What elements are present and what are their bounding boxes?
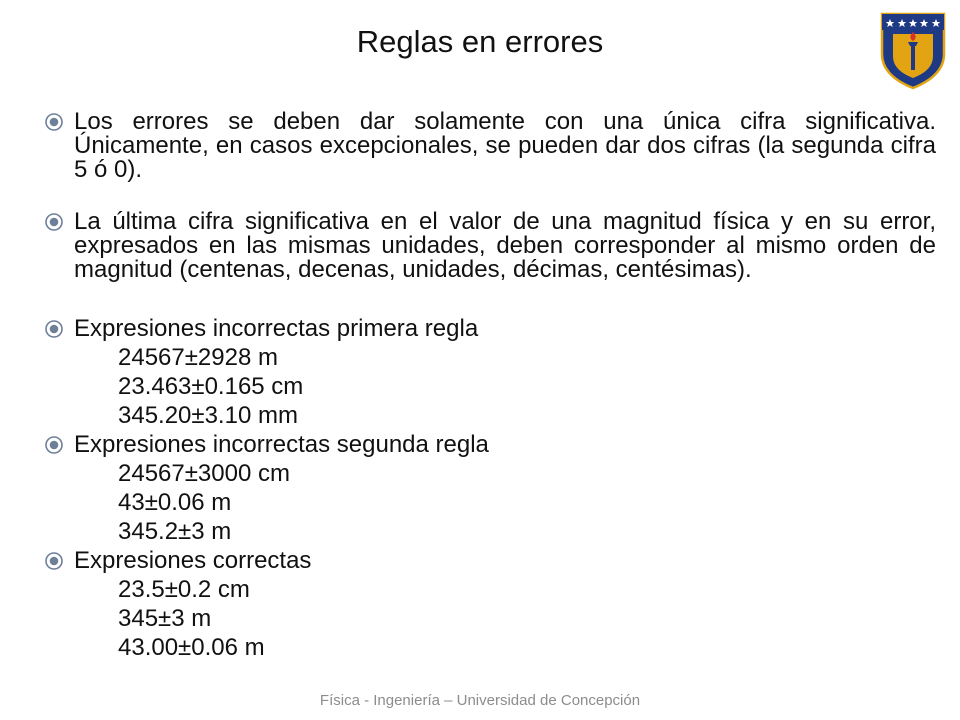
bullet-text: Expresiones incorrectas primera regla: [74, 315, 479, 342]
expression-line: 43±0.06 m: [118, 489, 232, 516]
bullet-text: Los errores se deben dar solamente con una única cifra significativa. Únicamente, en casos excepcionales, se pueden dar dos cifras (la segunda cifra 5 ó 0).: [74, 108, 936, 183]
bullet-item-2: [44, 210, 936, 282]
expression-line: 23.463±0.165 cm: [118, 373, 304, 400]
circle-dot-icon: [44, 435, 64, 455]
expression-line: 24567±3000 cm: [118, 460, 290, 487]
expression-line: 24567±2928 m: [118, 344, 278, 371]
bullet-text: Expresiones incorrectas segunda regla: [74, 431, 489, 458]
bullet-item-3: [44, 314, 936, 343]
slide-footer: Física - Ingeniería – Universidad de Concepción: [319, 692, 641, 709]
bullet-text: Expresiones correctas: [74, 547, 312, 574]
expression-line: 345.2±3 m: [118, 518, 232, 545]
bullet-text: La última cifra significativa en el valor de una magnitud física y en su error, expresados en las mismas unidades, deben corresponder al mismo orden de magnitud (centenas, decenas, unidades, décimas, centésimas).: [74, 208, 936, 283]
bullet-item-4: [44, 430, 936, 459]
expression-line: 345±3 m: [118, 605, 212, 632]
bullet-item-1: [44, 110, 936, 182]
expression-line: 345.20±3.10 mm: [118, 402, 298, 429]
expression-line: 43.00±0.06 m: [118, 634, 265, 661]
circle-dot-icon: [44, 319, 64, 339]
slide-title: Reglas en errores: [356, 24, 604, 59]
circle-dot-icon: [44, 112, 64, 132]
circle-dot-icon: [44, 551, 64, 571]
university-shield-logo: [878, 10, 948, 90]
expression-line: 23.5±0.2 cm: [118, 576, 250, 603]
slide-body: [44, 100, 936, 662]
bullet-item-5: [44, 546, 936, 575]
circle-dot-icon: [44, 212, 64, 232]
